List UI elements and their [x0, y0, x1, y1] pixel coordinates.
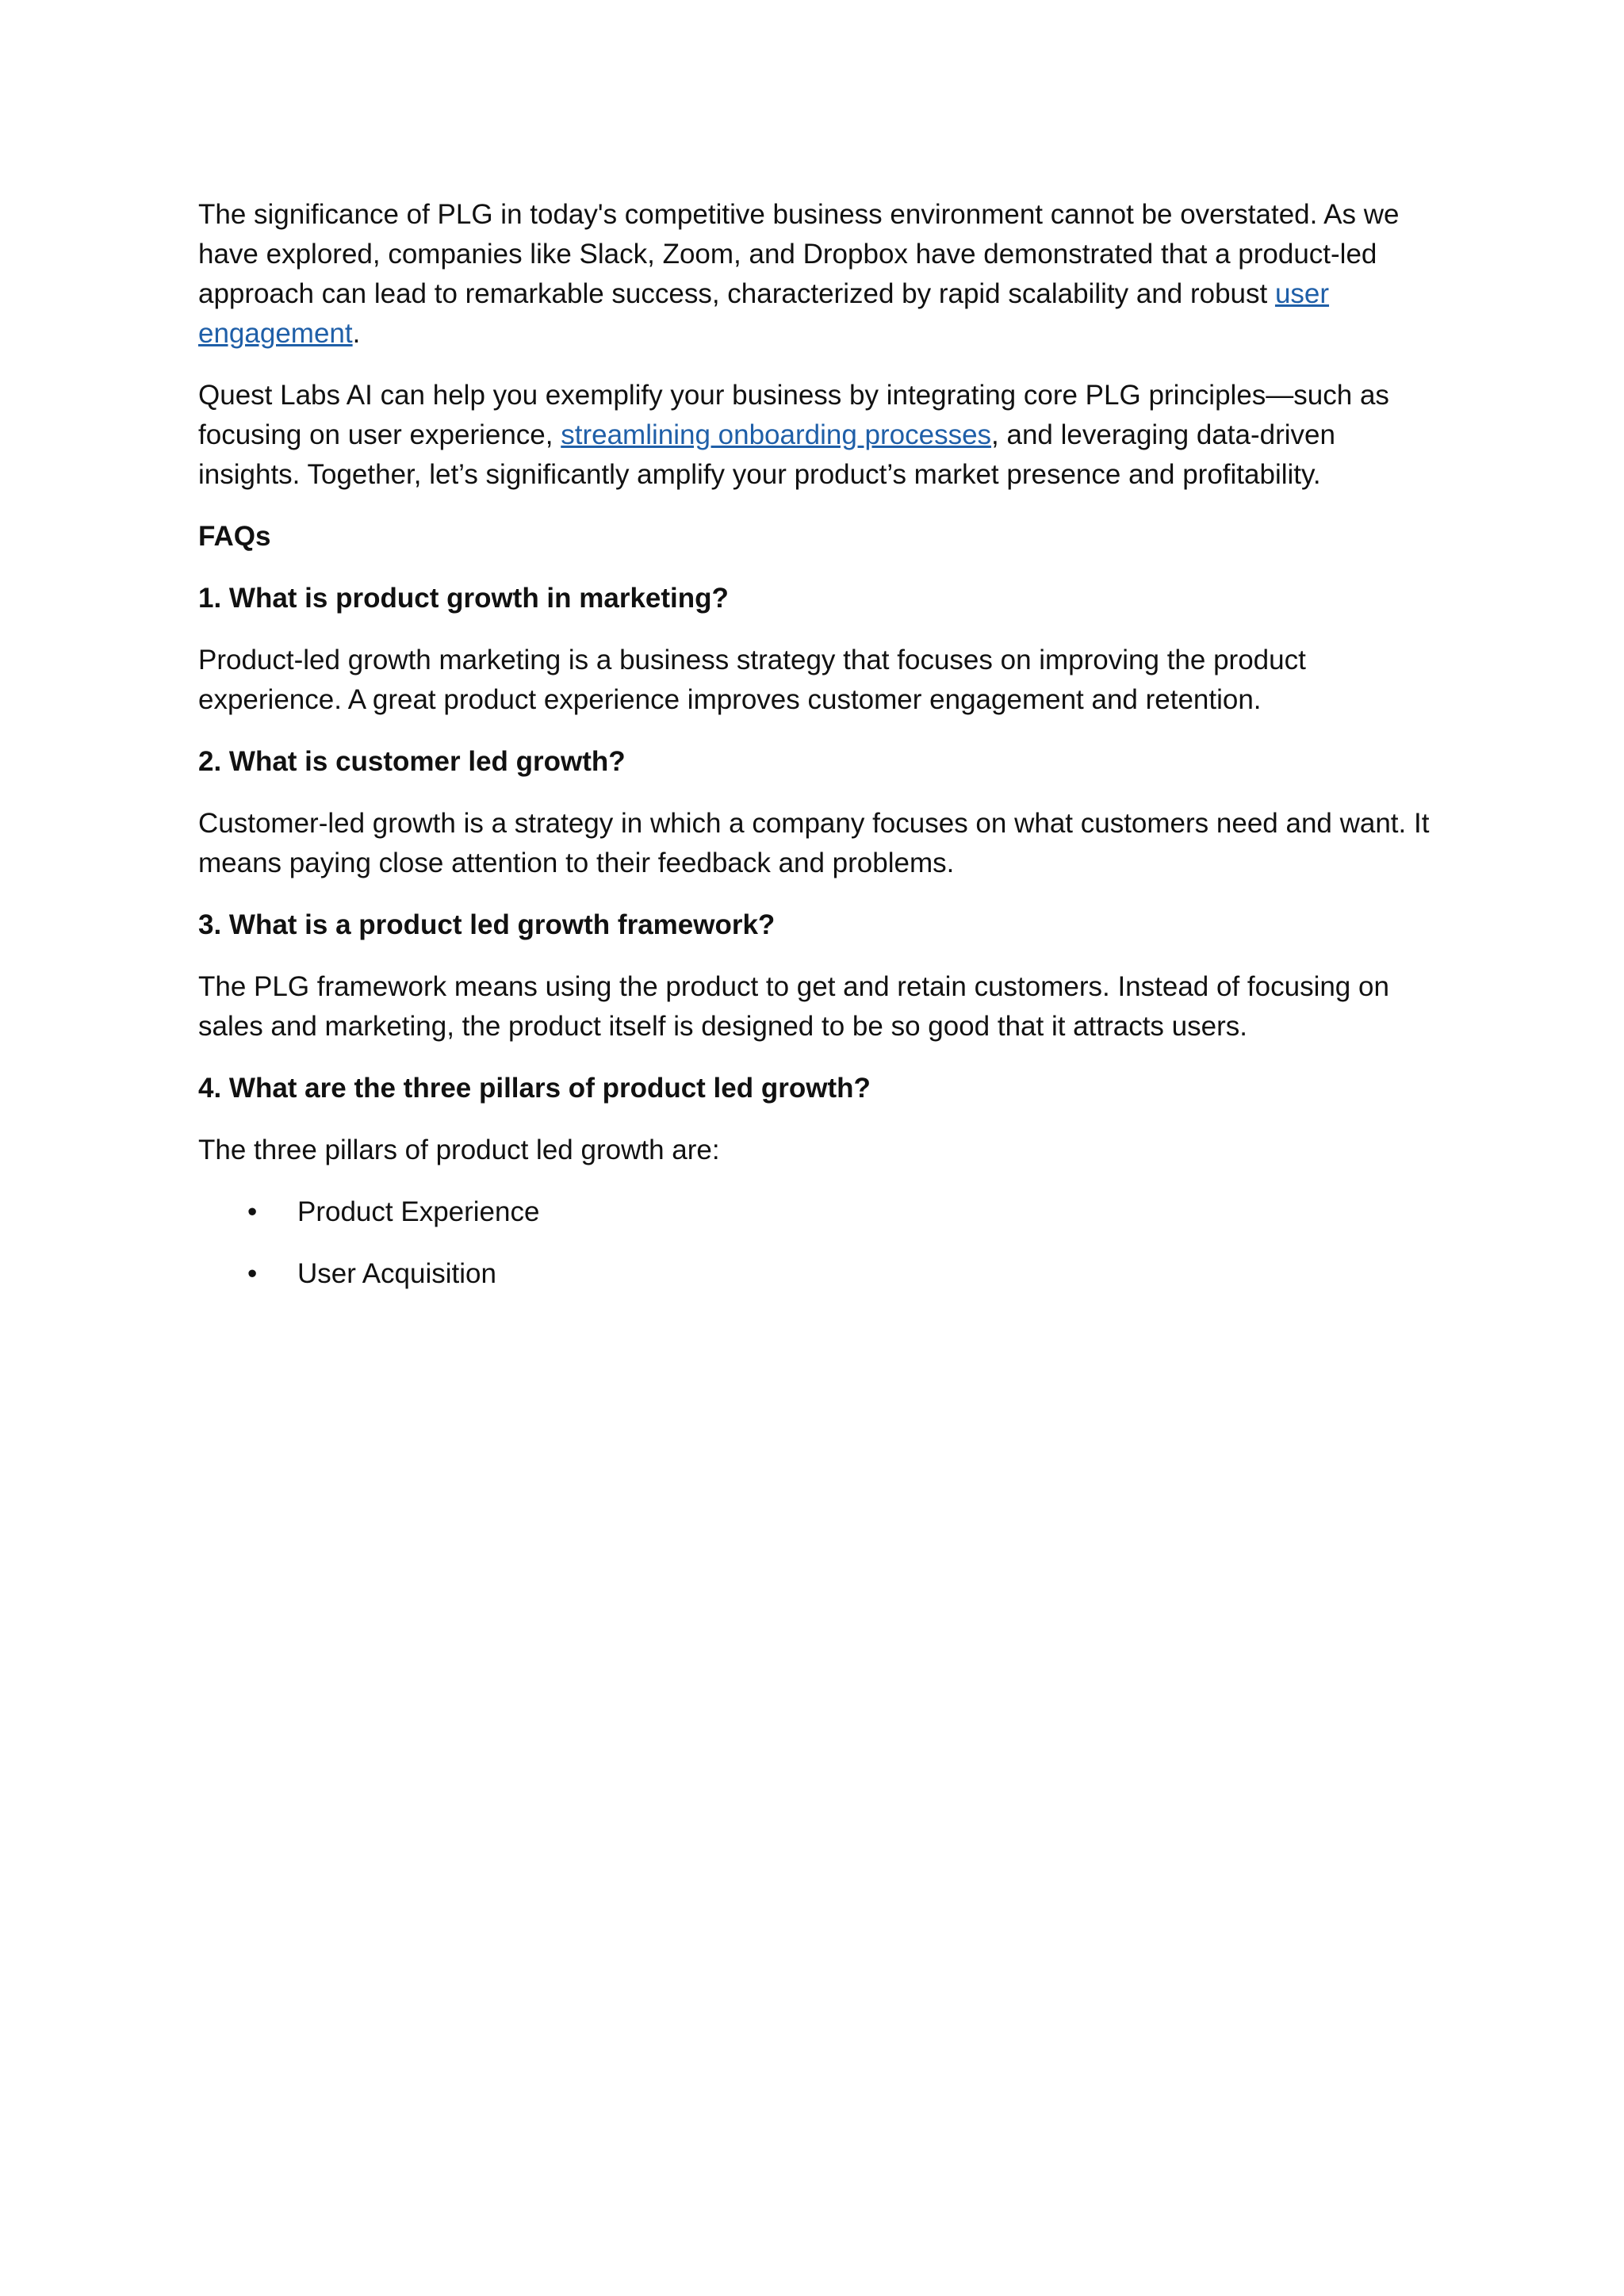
document-page — [198, 195, 1435, 1316]
faq-question-3: 3. What is a product led growth framework? — [198, 909, 776, 940]
pillar-item — [198, 1254, 1435, 1294]
pillar-label: Product Experience — [297, 1196, 540, 1227]
intro-paragraph-1-text: The significance of PLG in today's competitive business environment cannot be overstated. As we have explored, companies like Slack, Zoom, and Dropbox have demonstrated that a product-led approach can lead to remarkable success, characterized by rapid scalability and robust — [198, 199, 1400, 309]
faq-question-2: 2. What is customer led growth? — [198, 746, 626, 777]
intro-paragraph-1 — [198, 195, 1435, 354]
faq-question-1: 1. What is product growth in marketing? — [198, 583, 729, 614]
pillar-label: User Acquisition — [297, 1258, 496, 1289]
user-engagement-link[interactable]: user engagement — [198, 278, 1330, 349]
faq-answer-1: Product-led growth marketing is a business strategy that focuses on improving the product experience. A great product experience improves customer engagement and retention. — [198, 645, 1306, 715]
faq-title: FAQs — [198, 521, 271, 552]
faq-answer-3: The PLG framework means using the product to get and retain customers. Instead of focusing on sales and marketing, the product itself is designed to be so good that it attracts users. — [198, 971, 1389, 1042]
faq-answer-4: The three pillars of product led growth are: — [198, 1135, 720, 1165]
faq-answer-2: Customer-led growth is a strategy in which a company focuses on what customers need and want. It means paying close attention to their feedback and problems. — [198, 808, 1430, 878]
pillars-list — [198, 1192, 1435, 1294]
faq-question-4: 4. What are the three pillars of product led growth? — [198, 1073, 871, 1104]
intro-paragraph-1-end: . — [352, 318, 361, 349]
intro-paragraph-2 — [198, 376, 1435, 495]
intro-paragraph-2-text: Quest Labs AI can help you exemplify your business by integrating core PLG principles—such as focusing on user experience, — [198, 380, 1389, 450]
bullet-icon: • — [247, 1258, 258, 1289]
pillar-item — [198, 1192, 1435, 1232]
intro-paragraph-2-end: , and leveraging data-driven insights. Together, let’s significantly amplify your product’s market presence and profitability. — [198, 419, 1335, 490]
bullet-icon: • — [247, 1196, 258, 1227]
streamlining-onboarding-link[interactable]: streamlining onboarding processes — [561, 419, 992, 450]
